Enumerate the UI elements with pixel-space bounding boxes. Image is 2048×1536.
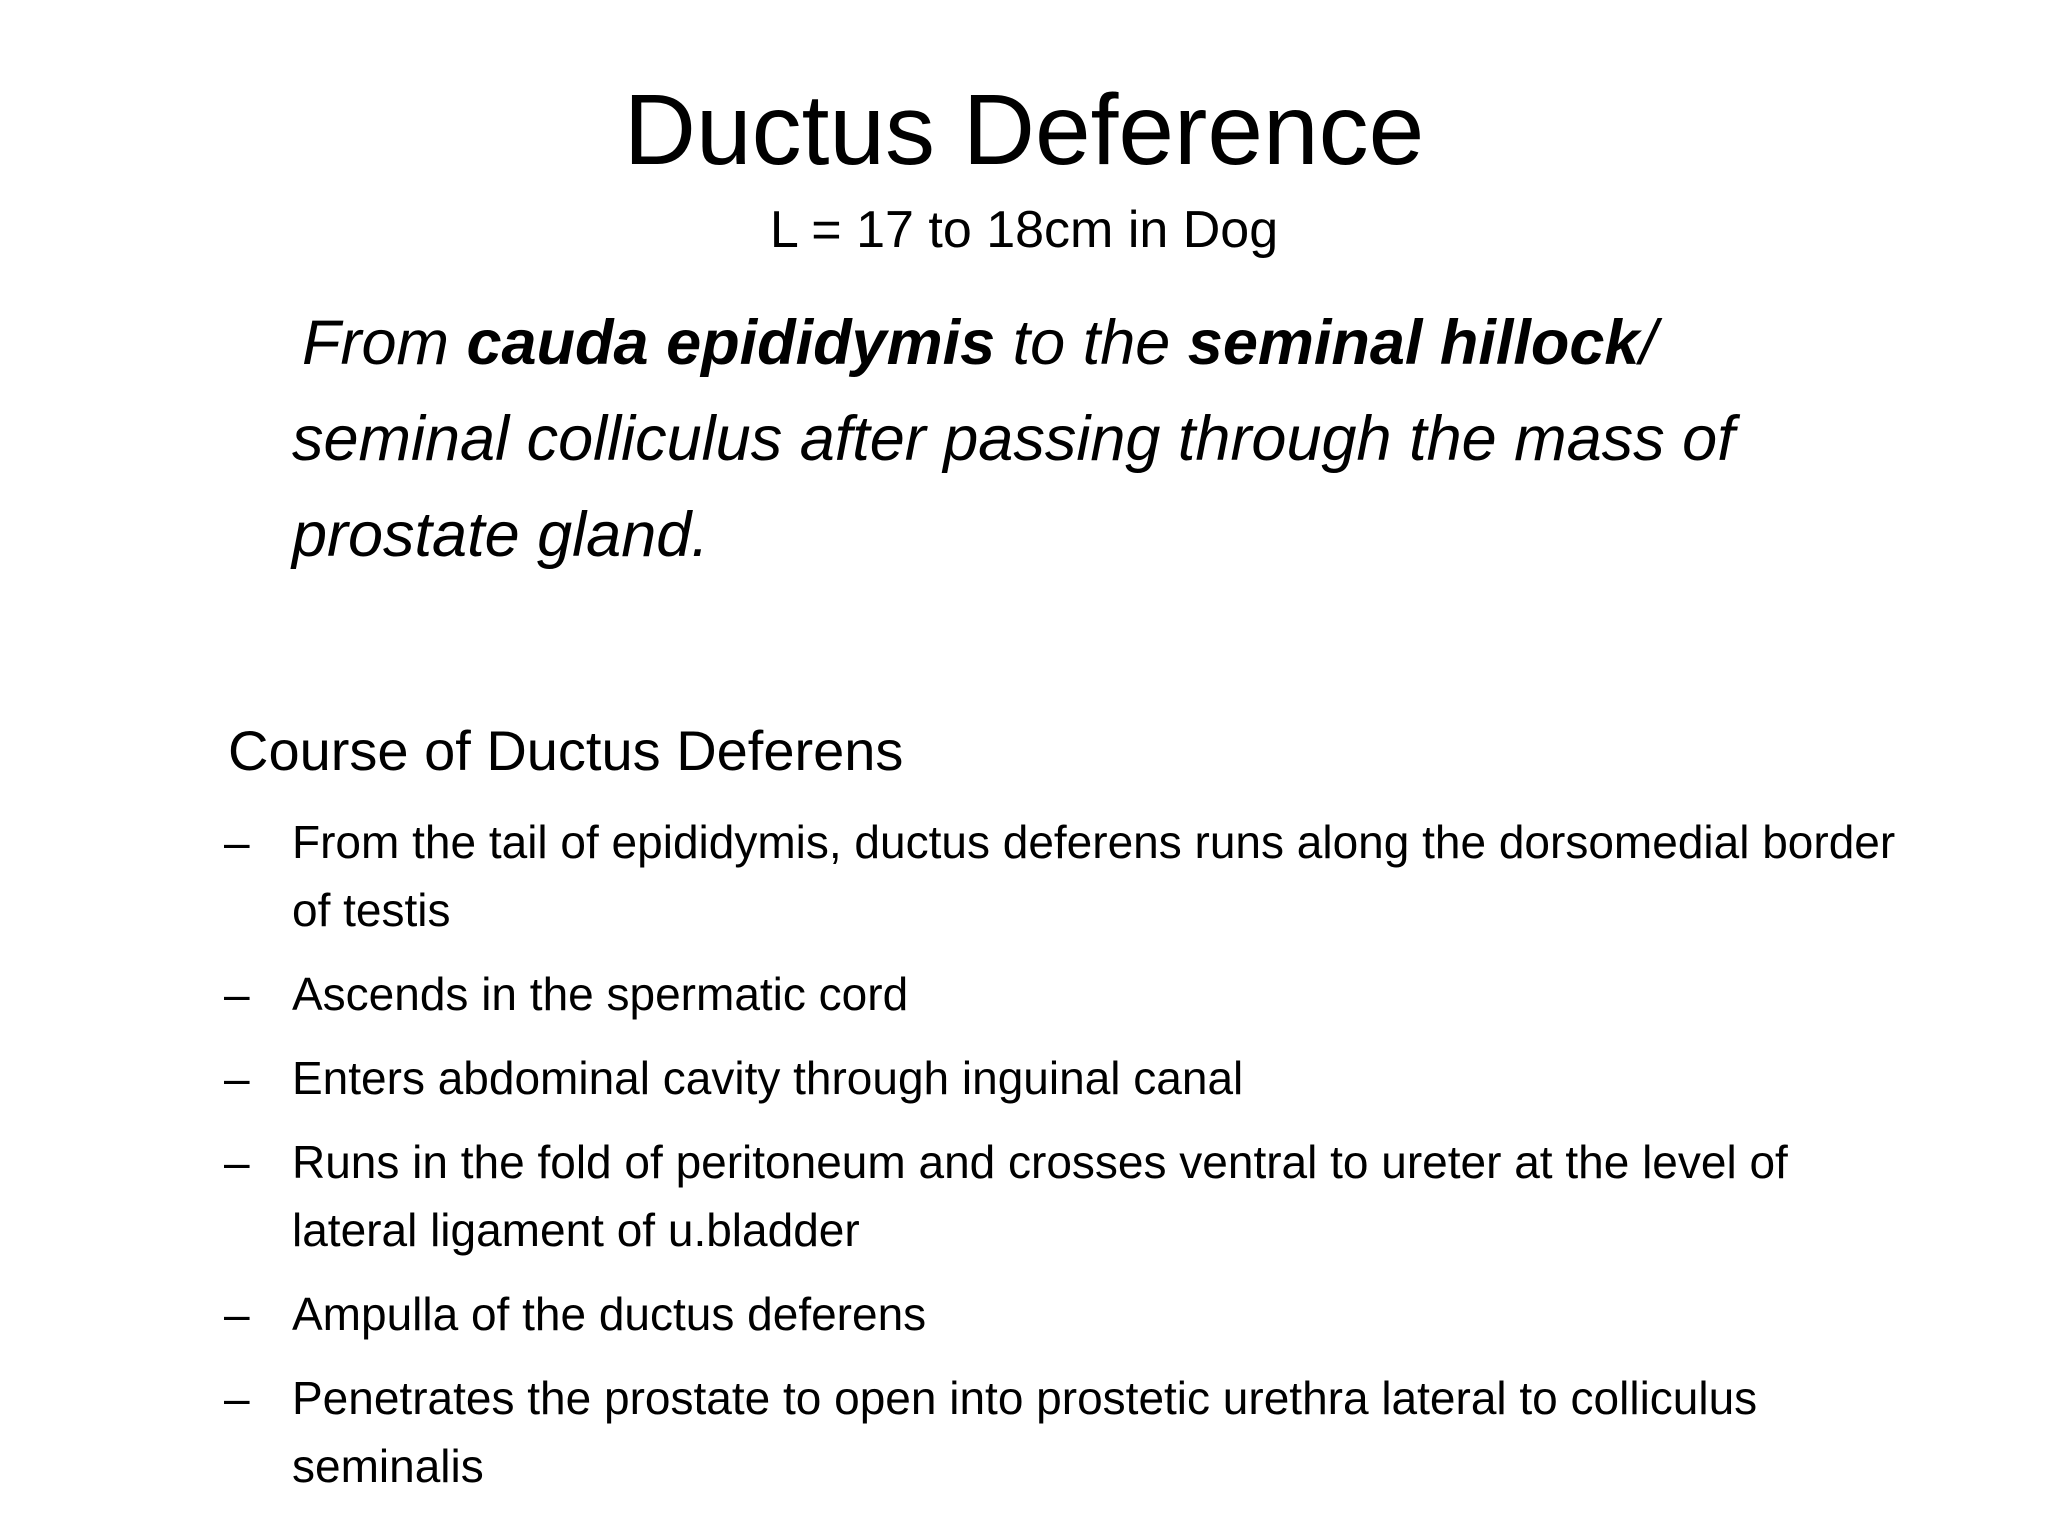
definition-line-1 [292,308,1657,378]
definition-text [292,295,1932,583]
bullet-item [222,1044,1902,1112]
definition-bold-cauda-epididymis: cauda epididymis [466,308,996,378]
bullet-text: Ascends in the spermatic cord [292,968,909,1020]
bullet-text: From the tail of epididymis, ductus deferens runs along the dorsomedial border of testis [292,816,1896,936]
slide-subtitle: L = 17 to 18cm in Dog [769,201,1279,259]
dash-bullet-marker: – [224,1372,250,1424]
dash-bullet-marker: – [224,1136,250,1188]
definition-part-2: to the [995,308,1188,378]
bullet-text: Runs in the fold of peritoneum and crosses ventral to ureter at the level of lateral ligament of u.bladder [292,1136,1788,1256]
bullet-text: Enters abdominal cavity through inguinal canal [292,1052,1244,1104]
bullet-text: Penetrates the prostate to open into prostetic urethra lateral to colliculus seminalis [292,1372,1758,1492]
dash-bullet-marker: – [224,1052,250,1104]
bullet-item [222,1364,1902,1500]
bullet-item [222,960,1902,1028]
slide-title: Ductus Deference [623,74,1425,186]
course-bullet-list [222,808,1902,1516]
definition-part-3: / [1639,308,1657,378]
bullet-item [222,1128,1902,1264]
definition-bold-seminal-hillock: seminal hillock [1187,308,1640,378]
bullet-item [222,1280,1902,1348]
dash-bullet-marker: – [224,968,250,1020]
dash-bullet-marker: – [224,816,250,868]
dash-bullet-marker: – [224,1288,250,1340]
definition-part-4: seminal colliculus after passing through the mass of prostate gland. [292,404,1735,570]
definition-part-1: From [302,308,467,378]
bullet-text: Ampulla of the ductus deferens [292,1288,927,1340]
section-heading: Course of Ductus Deferens [228,719,904,782]
bullet-item [222,808,1902,944]
